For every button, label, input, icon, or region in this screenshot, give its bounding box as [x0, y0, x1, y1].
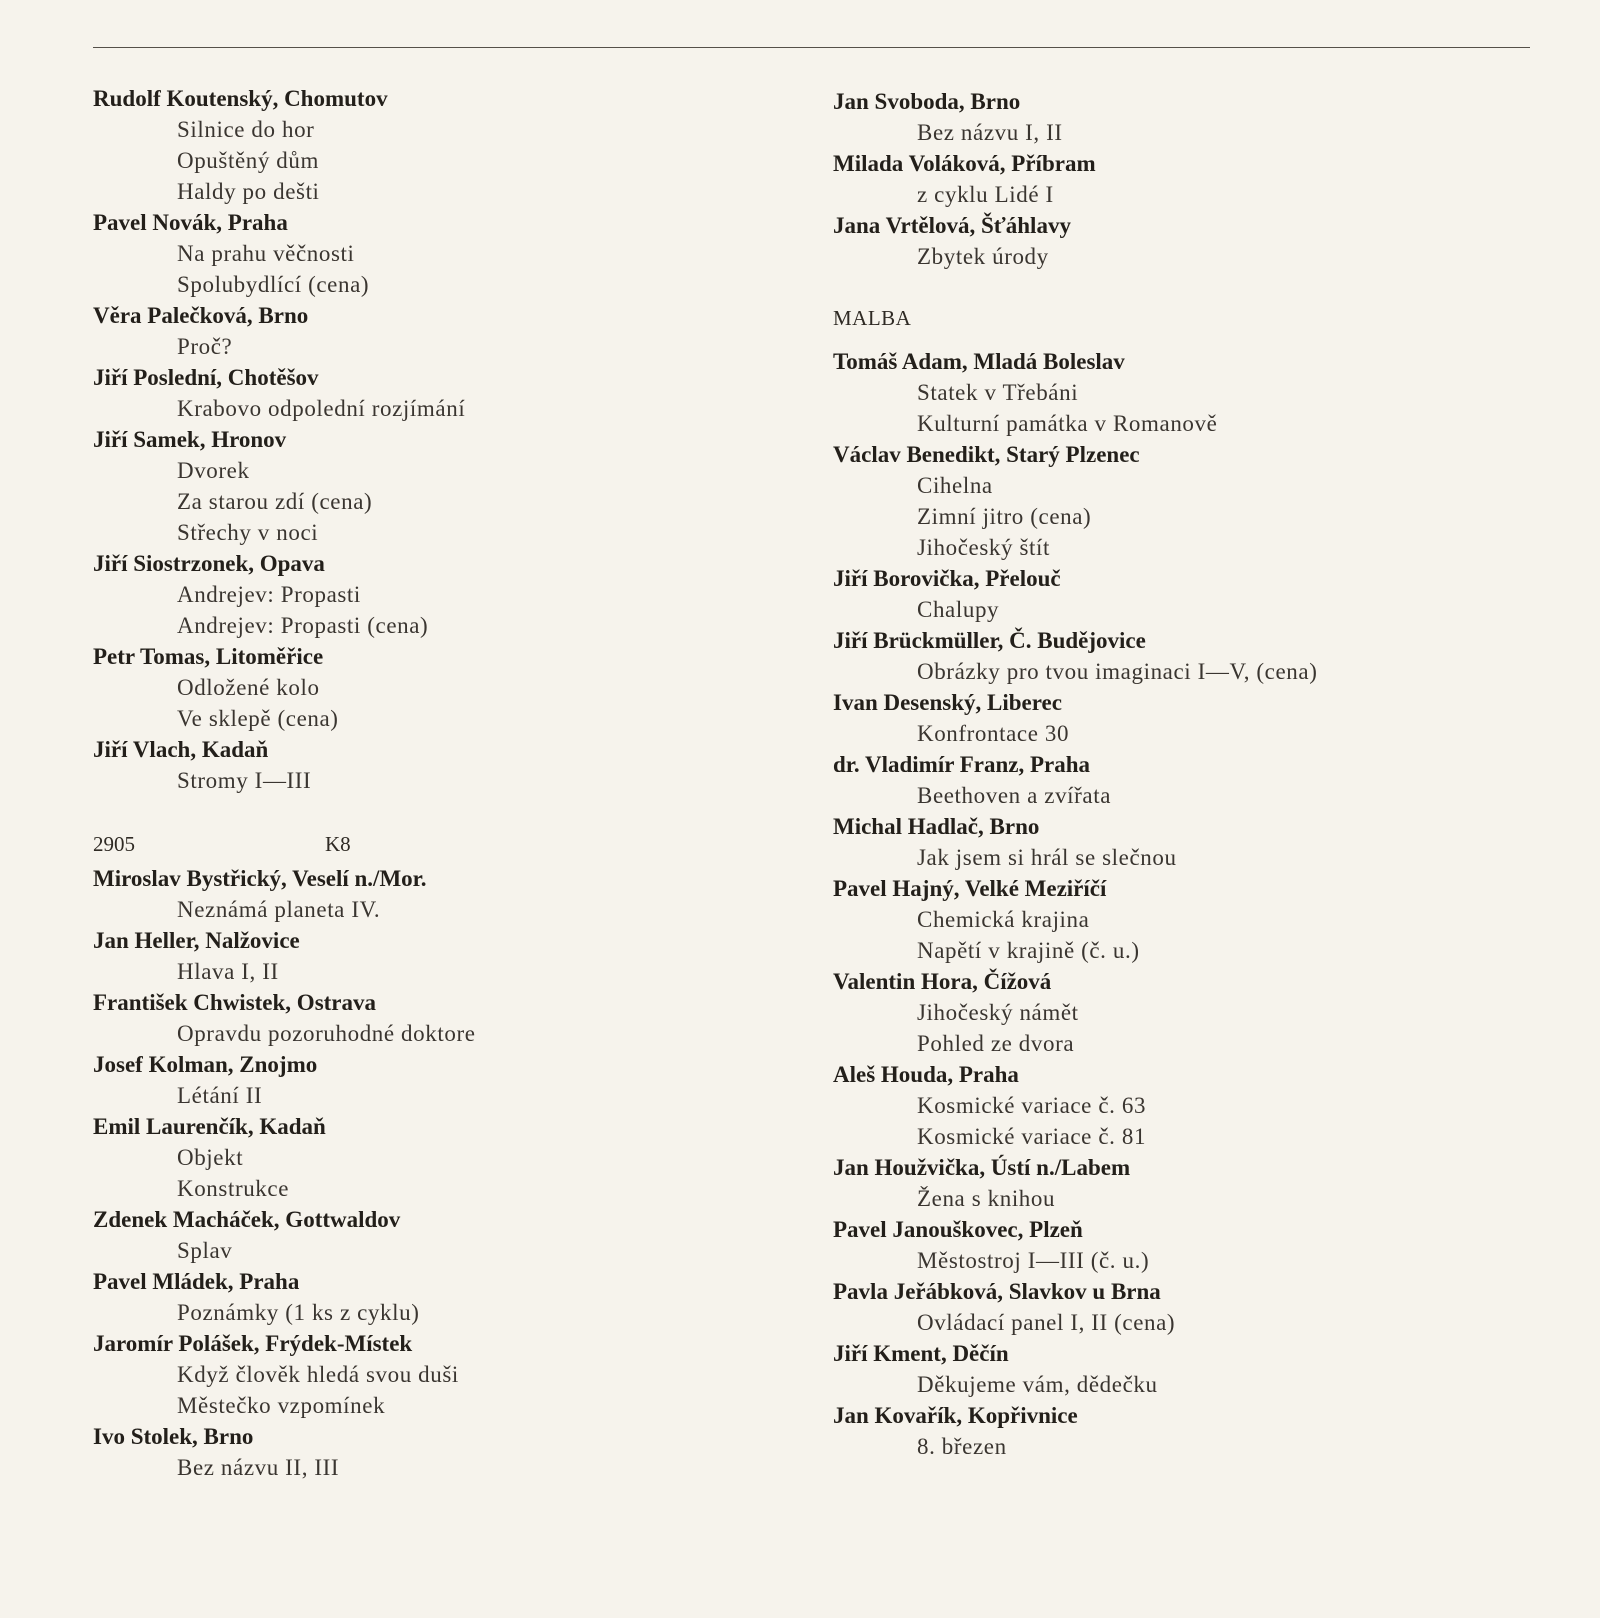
work-title: Haldy po dešti: [177, 179, 320, 204]
work-title: Konstrukce: [177, 1176, 290, 1201]
work-title: Neznámá planeta IV.: [177, 897, 381, 922]
work-title: Za starou zdí (cena): [177, 489, 373, 514]
work-title: Beethoven a zvířata: [917, 783, 1112, 808]
work-title: Střechy v noci: [177, 520, 319, 545]
artist-entry: [93, 1421, 793, 1483]
work-title: Andrejev: Propasti: [177, 582, 361, 607]
artist-entry: [833, 563, 1533, 625]
work-title: Hlava I, II: [177, 959, 279, 984]
work-title: Bez názvu II, III: [177, 1455, 340, 1480]
work-title: Bez názvu I, II: [917, 120, 1063, 145]
top-rule: [93, 47, 1530, 48]
artist-name: Jiří Borovička, Přelouč: [833, 566, 1061, 591]
left-column: [93, 83, 793, 1483]
artist-name: Aleš Houda, Praha: [833, 1062, 1019, 1087]
artist-entry: [833, 873, 1533, 966]
work-title: Dvorek: [177, 458, 250, 483]
artist-entry: [833, 966, 1533, 1059]
artist-name: Jan Houžvička, Ústí n./Labem: [833, 1155, 1131, 1180]
artist-name: Jan Heller, Nalžovice: [93, 928, 300, 953]
artist-entry: [833, 439, 1533, 563]
artist-name: Pavel Novák, Praha: [93, 210, 288, 235]
artist-entry: [833, 625, 1533, 687]
artist-entry: [833, 1214, 1533, 1276]
work-title: Obrázky pro tvou imaginaci I—V, (cena): [917, 659, 1318, 684]
work-title: Odložené kolo: [177, 675, 320, 700]
work-title: Opravdu pozoruhodné doktore: [177, 1021, 476, 1046]
artist-name: Václav Benedikt, Starý Plzenec: [833, 442, 1140, 467]
artist-entry: [833, 148, 1533, 210]
artist-name: Zdenek Macháček, Gottwaldov: [93, 1207, 401, 1232]
artist-entry: [833, 811, 1533, 873]
artist-name: Jiří Vlach, Kadaň: [93, 737, 269, 762]
artist-name: Milada Voláková, Příbram: [833, 151, 1096, 176]
artist-name: Josef Kolman, Znojmo: [93, 1052, 318, 1077]
right-group-1: [833, 86, 1533, 272]
artist-name: Jan Kovařík, Kopřivnice: [833, 1403, 1078, 1428]
artist-entry: [93, 863, 793, 925]
work-title: Silnice do hor: [177, 117, 315, 142]
artist-name: Jan Svoboda, Brno: [833, 89, 1021, 114]
work-title: Chalupy: [917, 597, 1000, 622]
artist-name: Jana Vrtělová, Šťáhlavy: [833, 213, 1071, 238]
work-title: Andrejev: Propasti (cena): [177, 613, 429, 638]
work-title: Konfrontace 30: [917, 721, 1070, 746]
work-title: Městostroj I—III (č. u.): [917, 1248, 1150, 1273]
catalog-label: K8: [325, 832, 351, 856]
work-title: Na prahu věčnosti: [177, 241, 355, 266]
artist-entry: [833, 749, 1533, 811]
artist-entry: [93, 987, 793, 1049]
artist-entry: [93, 424, 793, 548]
work-title: Splav: [177, 1238, 233, 1263]
artist-name: František Chwistek, Ostrava: [93, 990, 377, 1015]
artist-entry: [93, 925, 793, 987]
artist-entry: [833, 86, 1533, 148]
work-title: Statek v Třebáni: [917, 380, 1079, 405]
work-title: Ve sklepě (cena): [177, 706, 339, 731]
artist-entry: [833, 687, 1533, 749]
catalog-code: [93, 829, 793, 860]
artist-entry: [93, 1204, 793, 1266]
artist-name: Michal Hadlač, Brno: [833, 814, 1040, 839]
work-title: 8. březen: [917, 1434, 1007, 1459]
work-title: Opuštěný dům: [177, 148, 319, 173]
work-title: Jihočeský štít: [917, 535, 1050, 560]
work-title: Jihočeský námět: [917, 1000, 1079, 1025]
artist-entry: [833, 1338, 1533, 1400]
artist-entry: [93, 548, 793, 641]
artist-name: Pavel Hajný, Velké Meziříčí: [833, 876, 1107, 901]
artist-name: Jiří Siostrzonek, Opava: [93, 551, 325, 576]
artist-name: dr. Vladimír Franz, Praha: [833, 752, 1091, 777]
artist-entry: [93, 1266, 793, 1328]
work-title: Objekt: [177, 1145, 244, 1170]
artist-entry: [833, 210, 1533, 272]
artist-name: Jiří Brückmüller, Č. Budějovice: [833, 628, 1146, 653]
work-title: Ovládací panel I, II (cena): [917, 1310, 1176, 1335]
work-title: Spolubydlící (cena): [177, 272, 370, 297]
spacer: [93, 796, 793, 829]
right-group-2: [833, 346, 1533, 1462]
artist-name: Ivo Stolek, Brno: [93, 1424, 254, 1449]
work-title: Kulturní památka v Romanově: [917, 411, 1218, 436]
work-title: Kosmické variace č. 81: [917, 1124, 1147, 1149]
artist-name: Jaromír Polášek, Frýdek-Místek: [93, 1331, 413, 1356]
artist-name: Pavel Mládek, Praha: [93, 1269, 300, 1294]
artist-name: Valentin Hora, Čížová: [833, 969, 1052, 994]
work-title: Stromy I—III: [177, 768, 312, 793]
artist-name: Jiří Kment, Děčín: [833, 1341, 1009, 1366]
work-title: z cyklu Lidé I: [917, 182, 1054, 207]
work-title: Městečko vzpomínek: [177, 1393, 386, 1418]
artist-entry: [833, 346, 1533, 439]
artist-name: Rudolf Koutenský, Chomutov: [93, 86, 388, 111]
artist-name: Petr Tomas, Litoměřice: [93, 644, 324, 669]
work-title: Napětí v krajině (č. u.): [917, 938, 1140, 963]
work-title: Poznámky (1 ks z cyklu): [177, 1300, 420, 1325]
work-title: Děkujeme vám, dědečku: [917, 1372, 1158, 1397]
artist-entry: [93, 641, 793, 734]
artist-entry: [833, 1059, 1533, 1152]
artist-name: Emil Laurenčík, Kadaň: [93, 1114, 326, 1139]
artist-name: Tomáš Adam, Mladá Boleslav: [833, 349, 1125, 374]
artist-name: Věra Palečková, Brno: [93, 303, 309, 328]
spacer: [833, 334, 1533, 346]
spacer: [833, 272, 1533, 303]
artist-entry: [833, 1400, 1533, 1462]
work-title: Když člověk hledá svou duši: [177, 1362, 459, 1387]
work-title: Zbytek úrody: [917, 244, 1049, 269]
artist-name: Pavel Janouškovec, Plzeň: [833, 1217, 1083, 1242]
artist-entry: [833, 1276, 1533, 1338]
work-title: Proč?: [177, 334, 233, 359]
work-title: Pohled ze dvora: [917, 1031, 1075, 1056]
work-title: Kosmické variace č. 63: [917, 1093, 1147, 1118]
artist-entry: [93, 83, 793, 207]
left-group-1: [93, 83, 793, 796]
artist-entry: [93, 1111, 793, 1204]
artist-entry: [833, 1152, 1533, 1214]
artist-name: Miroslav Bystřický, Veselí n./Mor.: [93, 866, 427, 891]
section-title: MALBA: [833, 306, 912, 330]
artist-entry: [93, 1328, 793, 1421]
artist-entry: [93, 1049, 793, 1111]
work-title: Krabovo odpolední rozjímání: [177, 396, 466, 421]
artist-entry: [93, 300, 793, 362]
artist-entry: [93, 734, 793, 796]
left-group-2: [93, 863, 793, 1483]
artist-name: Ivan Desenský, Liberec: [833, 690, 1062, 715]
right-column: [833, 86, 1533, 1462]
work-title: Zimní jitro (cena): [917, 504, 1092, 529]
work-title: Žena s knihou: [917, 1186, 1056, 1211]
work-title: Létání II: [177, 1083, 263, 1108]
artist-entry: [93, 207, 793, 300]
artist-name: Jiří Poslední, Chotěšov: [93, 365, 319, 390]
artist-entry: [93, 362, 793, 424]
artist-name: Pavla Jeřábková, Slavkov u Brna: [833, 1279, 1161, 1304]
work-title: Chemická krajina: [917, 907, 1090, 932]
catalog-number: 2905: [93, 832, 135, 856]
work-title: Jak jsem si hrál se slečnou: [917, 845, 1177, 870]
work-title: Cihelna: [917, 473, 993, 498]
artist-name: Jiří Samek, Hronov: [93, 427, 287, 452]
